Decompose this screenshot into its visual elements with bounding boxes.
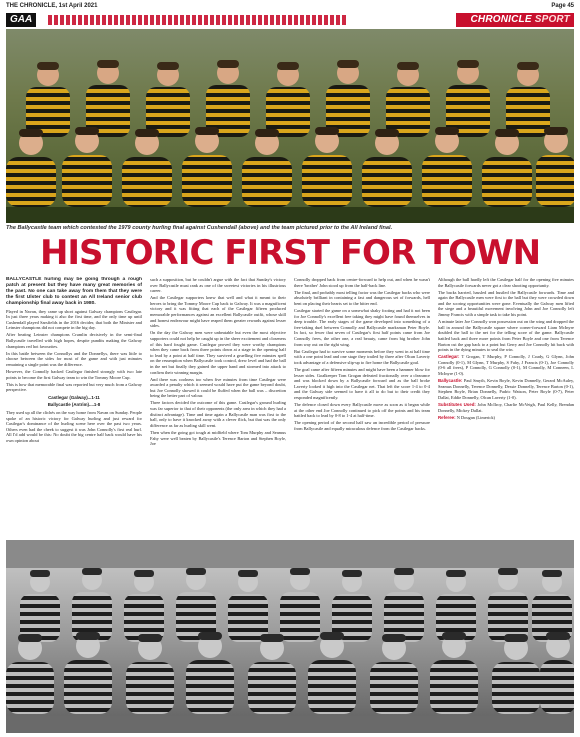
lineup-substitutes xyxy=(438,402,574,413)
article-paragraph: This is how that memorable final was reported but very much from a Galway perspective. xyxy=(6,381,142,393)
article-column-2 xyxy=(150,277,286,535)
section-bar xyxy=(0,13,580,27)
lineup-ballycastle xyxy=(438,378,574,400)
article-paragraph: The defence closed down every Ballycastle move as soon as it began while at the other end Joe Connolly continued to pick off the points and his team battled back to lead by 0-8 to 1-4 at half-time. xyxy=(294,401,430,419)
article-paragraph: And the Castlegar supporters knew that well and what it meant to their heroes to bring the Tommy Moore Cup back to Galway. It was a magnificent victory and it was fitting that each of the Castlegar fifteen produced memorable performances against an excellent Ballycastle outfit, whose skill and honest endeavour might have reaped them greater rewards against lesser sides. xyxy=(150,295,286,329)
lineup-castlegar xyxy=(438,354,574,376)
article-body xyxy=(6,277,574,535)
team-photo-bottom xyxy=(6,540,574,733)
article-paragraph: such a supposition, but he couldn't argue with the fact that Sunday's victory over Ballycastle must rank as one of the sweetest victories in his illustrious career. xyxy=(150,277,286,294)
article-paragraph: Played in Navan, they came up short against Galway champions Castlegar. In just three years making it also the first time, and the only time up until Cushendall played Sarsfields in the 2016 decider, that both the Minister and Leinster champions did not compete in the big day. xyxy=(6,308,142,331)
lineup-text: N Dougan (Limerick) xyxy=(456,414,495,420)
article-paragraph: And there was coolness too when five minutes from time Castlegar were awarded a penalty which it seemed would have put the game beyond doubt, but Joe Connolly showed it could be fluffed when the ball was – discretion being the better part of valour. xyxy=(150,376,286,399)
team-photo-top-image xyxy=(6,29,574,223)
article-paragraph: In this battle between the Connollys and the Donnellys, there was little to choose between the sides for most of the game and with just minutes remaining a single point was the difference. xyxy=(6,350,142,367)
team-photo-bottom-image xyxy=(6,540,574,733)
lineup-label: Castlegar: xyxy=(438,354,460,360)
article-paragraph: The opening period of the second half saw an incredible period of pressure from Ballycastle and equally miraculous defence from the Castlegar backs. xyxy=(294,420,430,431)
article-paragraph: Then when the going got tough at midfield where Tom Murphy and Seamus Fahy were well beaten by Ballycastle's Terence Barton and Stephen Boyle, Joe xyxy=(150,429,286,447)
article-paragraph: Castlegar started the game on a somewhat shaky footing and had it not been for Joe Connolly's excellent free taking they might have found themselves in deep trouble. The early stages of the game developed into something of a free-taking duel between Connolly and Ballycastle marksman Peter Boyle. In fact, so fewer that seven of Castlegar's first half points came from Joe Connolly frees, the other one, a real beauty, came from big brother John from way out on the right wing. xyxy=(294,307,430,347)
article-paragraph: On the day the Galway men were unbeatable but even the most objective supporters could not help be caught up in the sheer excitement and closeness of this hard fought game. Castlegar proved they were worthy champions when they came back from three points down at a stage in the opening half to lead by a point at half time. They survived a gruelling five minutes spell on the resumption when Ballycastle took control, drew level and had the ball in the net but finally they gained the upper hand and stormed into attack to confirm their winning margin. xyxy=(150,330,286,375)
score-line-castlegar: Castlegar (Galway)...1-11 xyxy=(48,394,100,400)
lineup-text: Paul Smyth, Kevin Boyle, Kevin Donnelly, Gerard McAuley, Seamus Donnelly, Terence Donnelly, Dessie Donnelly, Terence Barton (0-1), Stephen Boyle, Brian Donnelly, Padric Watson, Peter Boyle (0-7), Peter Dallat, Eddie Donnelly, Olcan Laverty (1-0). xyxy=(438,378,574,400)
lineup-text: John McIlroy, Charlie McVeigh, Paul Kelly, Brendan Donnelly, Mickey Dallat. xyxy=(438,401,574,413)
lineup-label: Substitutes Used: xyxy=(438,401,476,407)
lineup-referee xyxy=(438,415,574,421)
team-photo-top xyxy=(6,29,574,223)
publication-line: THE CHRONICLE, 1st April 2021 xyxy=(6,3,98,9)
brand-name: CHRONICLE xyxy=(470,14,532,25)
article-column-4 xyxy=(438,277,574,535)
photo-caption: The Ballycastle team which contested the 1979 county hurling final against Cushendall (above) and the team pictured prior to the All Ireland final. xyxy=(6,225,393,231)
lineup-label: Referee: xyxy=(438,414,456,420)
article-paragraph: The final, and probably most telling factor was the Castlegar backs who were absolutely brilliant in containing a fast and dangerous set of forwards, hell bent on placing their hearts set to the bitter end. xyxy=(294,289,430,306)
decorative-arrows xyxy=(48,15,348,25)
lineup-text: T Grogan, T Murphy, P Connolly, J Coady, G Glynn, John Connolly (0-1), M Glynn, T Murphy, S Fahy, J Francis (0-1), Joe Connolly (0-6 all frees), P Connolly, G Connolly (0-1), M Connolly, M Conneen, L McInyre (1-0). xyxy=(438,354,574,376)
brand-label xyxy=(456,13,574,27)
article-paragraph: They used up all the clichés on the way home from Navan on Sunday. People spoke of an historic victory for Galway hurling and just reward for Castlegar's dominance of the hurling scene here over the past two years. Others even had the cheek to suggest it was John Connolly's first real hurl. All I'd add would be this: No doubt the big centre half back would have his own opinion about xyxy=(6,410,142,443)
article-paragraph: After beating Leinster champions Crumlin decisively in the semi-final Ballycastle travelled with high hopes, despite pundits making the Galway champions red hot favourites. xyxy=(6,332,142,349)
lineup-label: Ballycastle: xyxy=(438,378,463,384)
score-line-ballycastle: Ballycastle (Antrim)....1-8 xyxy=(47,402,101,408)
article-lead: BALLYCASTLE hurling may be going through a rough patch at present but they have many great memories of the past. No one can take away from them that they were the first Ulster club to contest an All Ireland senior club championship final away back in 1980. xyxy=(6,277,142,306)
headline: HISTORIC FIRST FOR TOWN xyxy=(39,233,541,273)
article-paragraph: Three factors decided the outcome of this game. Castlegar's ground hurling was far superior to that of their opponents (the only area in which they had a distinct advantage). Time and time again a Ballycastle man was first to the ball, only to have it knocked away with a clever flick, but that was the only difference as far as hurling skill went. xyxy=(150,400,286,428)
article-paragraph: However, the Connolly backed Castlegar finished strongly with two late points to become the first Galway team to win the Tommy Moore Cup. xyxy=(6,368,142,380)
article-paragraph: Connolly dropped back from centre-forward to help out, and when he wasn't there 'brother' John stood up from the half-back line. xyxy=(294,277,430,288)
article-column-3 xyxy=(294,277,430,535)
article-paragraph: Although the ball hardly left the Castlegar half for the opening five minutes the Ballycastle forwards never got a clear shooting opportunity. xyxy=(438,277,574,288)
article-paragraph: A minute later Joe Connolly won possession out on the wing and dropped the ball in around the Ballycastle square where corner-forward Liam McInyre doubled the ball to the net for the telling score of the game. Ballycastle battled back and three more points from Peter Boyle and one from Terence Barton cut the gap back to a point but Gerry and Joe Connolly hit back with points in the dying minutes to seal the win. xyxy=(438,319,574,353)
page-header xyxy=(6,2,574,12)
article-paragraph: But Castlegar had to survive some moments before they went in at half time with a one point lead and one stage they trailed by three after Olcan Laverty took advantage of a defensive slip-up to fire home the Ballycastle goal. xyxy=(294,348,430,365)
brand-sport: SPORT xyxy=(534,14,570,25)
page-number: Page 45 xyxy=(551,3,574,9)
article-column-1 xyxy=(6,277,142,535)
article-paragraph: The backs harried, hassled and hustled the Ballycastle forwards. Time and again the Ballycastle men were first to the ball but they were crowded down and the scoring opportunities were gone. Eventually the Galway men lifted the siege and a beautiful movement involving John and Joe Connolly left Jimmy Francis with a simple task to take his point. xyxy=(438,289,574,318)
section-label: GAA xyxy=(6,13,36,27)
article-paragraph: The goal came after fifteen minutes and might have been a hammer blow for lesser sides. Goalkeeper Tom Grogan defeated fractionally over a clearance and was blocked down by a Ballycastle forward and as the ball broke Laverty looked it high into the Castlegar net. That left the score 1-4 to 0-4 and the Galway side seemed to have it all to do but to their credit they responded magnificently. xyxy=(294,366,430,400)
